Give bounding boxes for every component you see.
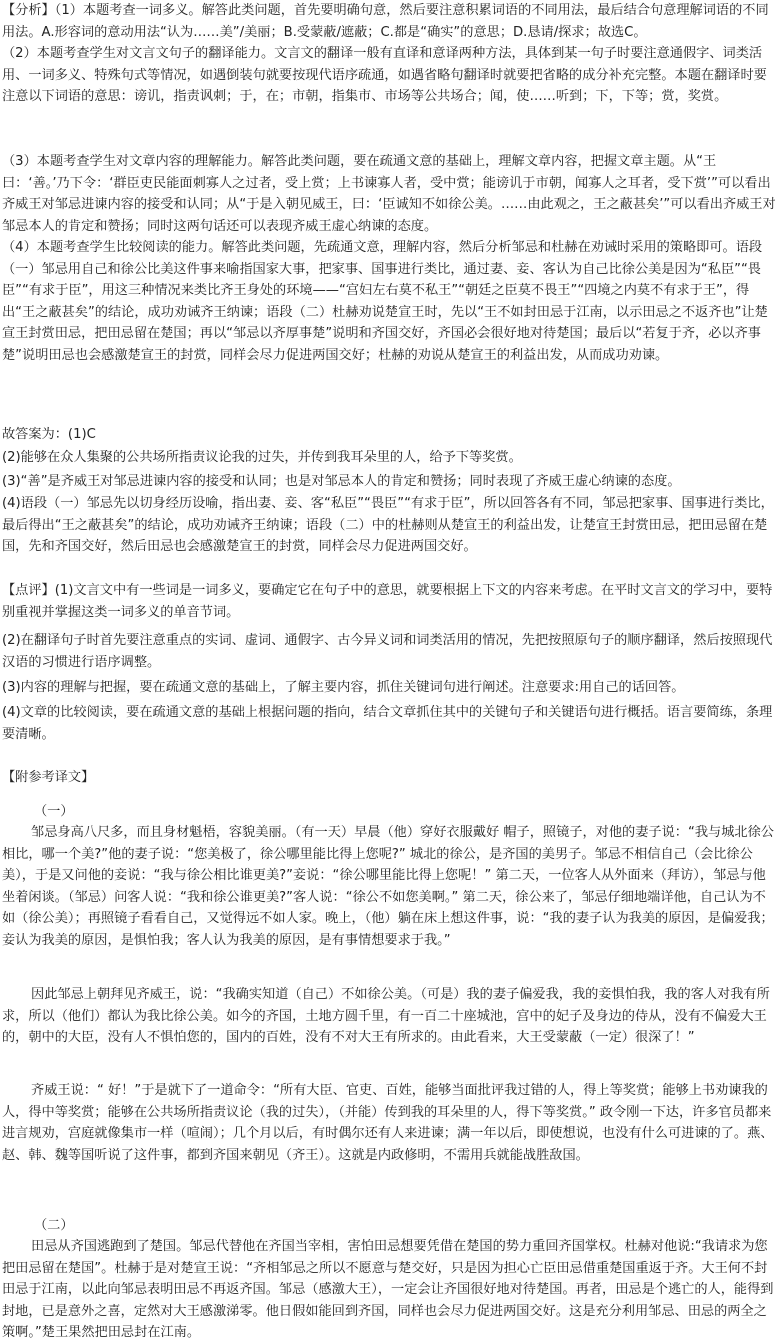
- analysis-part-1: 【分析】（1）本题考查一词多义。解答此类问题，首先要明确句意，然后要注意积累词语的不同用法，最后结合句意理解词语的不同用法。A.形容词的意动用法“认为……美”/美丽；B.受蒙蔽/遮蔽；C.都是“确实”的意思；D.恳请/探求；故选C。: [2, 3, 769, 40]
- analysis-part-4: （4）本题考查学生比较阅读的能力。解答此类问题，先疏通文意，理解内容，然后分析邹忌和杜赫在劝诫时采用的策略即可。语段（一）邹忌用自己和徐公比美这件事来喻指国家大事，把家事、国事进行类比，通过妻、妾、客认为自己比徐公美是因为“私臣”“畏臣”“有求于臣”，用这三种情况来类比齐王身处的环境——“宫妇左右莫不私王”“朝廷之臣莫不畏王”“四境之内莫不有求于王”，得出“王之蔽甚矣”的结论，成功劝诫齐王纳谏；语段（二）杜赫劝说楚宣王时，先以“王不如封田忌于江南，以示田忌之不返齐也”让楚宣王封赏田忌，把田忌留在楚国；再以“邹忌以齐厚事楚”说明和齐国交好，齐国必会很好地对待楚国；最后以“若复于齐，必以齐事楚”说明田忌也会感激楚宣王的封赏，同样会尽力促进两国交好；杜赫的劝说从楚宣王的利益出发，从而成功劝谏。: [2, 240, 768, 363]
- translation-paragraph-4: 田忌从齐国逃跑到了楚国。邹忌代替他在齐国当宰相，害怕田忌想要凭借在楚国的势力重回齐国掌权。杜赫对他说:“我请求为您把田忌留在楚国”。杜赫于是对楚宣王说：“齐相邹忌之所以不愿意与楚交好，只是因为担心亡臣田忌借重楚国重返于齐。大王何不封田忌于江南，以此向邹忌表明田忌不再返齐国。邹忌（感激大王），一定会让齐国很好地对待楚国。再者，田忌是个逃亡的人，能得到封地，已是意外之喜，定然对大王感激涕零。他日假如能回到齐国，同样也会尽力促进两国交好。这是充分利用邹忌、田忌的两全之策啊。”楚王果然把田忌封在江南。: [2, 1239, 774, 1340]
- analysis-part-2: （2）本题考查学生对文言文句子的翻译能力。文言文的翻译一般有直译和意译两种方法，具体到某一句子时要注意通假字、词类活用、一词多义、特殊句式等情况，如遇倒装句就要按现代语序疏通，如遇省略句翻译时就要把省略的成分补充完整。本题在翻译时要注意以下词语的意思：谤讥，指责讽刺；于，在；市朝，指集市、市场等公共场合；闻，使……听到；下，下等；赏，奖赏。: [2, 46, 767, 105]
- section-two-title: （二）: [34, 1218, 74, 1233]
- answer-2: (2)能够在众人集聚的公共场所指责议论我的过失，并传到我耳朵里的人，给予下等奖赏。: [2, 450, 522, 465]
- translation-paragraph-3: 齐威王说：“ 好！”于是就下了一道命令：“所有大臣、官吏、百姓，能够当面批评我过错的人，得上等奖赏；能够上书劝谏我的人，得中等奖赏；能够在公共场所指责议论（我的过失），（并能）传到我的耳朵里的人，得下等奖赏。” 政令刚一下达，许多官员都来进言规劝，宫庭就像集市一样（喧闹）；几个月以后，有时偶尔还有人来进谏；满一年以后，即使想说，也没有什么可进谏的了。燕、赵、韩、魏等国听说了这件事，都到齐国来朝见（齐王）。这就是内政修明，不需用兵就能战胜敌国。: [2, 1083, 774, 1163]
- comment-1: 【点评】(1)文言文中有一些词是一词多义，要确定它在句子中的意思，就要根据上下文的内容来考虑。在平时文言文的学习中，要特别重视并掌握这类一词多义的单音节词。: [2, 583, 773, 620]
- answer-1: 故答案为：(1)C: [2, 427, 96, 442]
- section-one-title: （一）: [34, 804, 74, 819]
- translation-paragraph-1: 邹忌身高八尺多，而且身材魁梧，容貌美丽。（有一天）早晨（他）穿好衣服戴好 帽子，照镜子，对他的妻子说：“我与城北徐公相比，哪一个美?”他的妻子说：“您美极了，徐公哪里能比得上您呢?” 城北的徐公，是齐国的美男子。邹忌不相信自己（会比徐公美），于是又问他的妾说：“我与徐公相比谁更美?”妾说：“徐公哪里能比得上您呢！” 第二天，一位客人从外面来（拜访），邹忌与他坐着闲谈。（邹忌）问客人说：“我和徐公谁更美?”客人说：“徐公不如您美啊。” 第二天，徐公来了，邹忌仔细地端详他，自己认为不如（徐公美）；再照镜子看看自己，又觉得远不如人家。晚上，（他）躺在床上想这件事，说：“我的妻子认为我美的原因，是偏爱我；妾认为我美的原因，是惧怕我；客人认为我美的原因，是有事情想要求于我。”: [2, 825, 774, 948]
- translation-paragraph-2: 因此邹忌上朝拜见齐威王，说：“我确实知道（自己）不如徐公美。（可是）我的妻子偏爱我，我的妾惧怕我，我的客人对我有所求，所以（他们）都认为我比徐公美。如今的齐国，土地方圆千里，有一百二十座城池，宫中的妃子及身边的侍从，没有不偏爱大王的，朝中的大臣，没有人不惧怕您的，国内的百姓，没有不对大王有所求的。由此看来，大王受蒙蔽（一定）很深了！”: [2, 987, 770, 1046]
- comment-3: (3)内容的理解与把握，要在疏通文意的基础上，了解主要内容，抓住关键词句进行阐述。注意要求:用自己的话回答。: [2, 680, 685, 695]
- answer-3: (3)“善”是齐威王对邹忌进谏内容的接受和认同；也是对邹忌本人的肯定和赞扬；同时表现了齐威王虚心纳谏的态度。: [2, 474, 681, 489]
- comment-4: (4)文章的比较阅读，要在疏通文意的基础上根据问题的指向，结合文章抓住其中的关键句子和关键语句进行概括。语言要简练，条理要清晰。: [2, 705, 773, 742]
- answer-4: (4)语段（一）邹忌先以切身经历设喻，指出妻、妾、客“私臣”“畏臣”“有求于臣”，所以回答各有不同，邹忌把家事、国事进行类比，最后得出“王之蔽甚矣”的结论，成功劝诫齐王纳谏；语段（二）中的杜赫则从楚宣王的利益出发，让楚宣王封赏田忌，把田忌留在楚国，先和齐国交好，然后田忌也会感激楚宣王的封赏，同样会尽力促进两国交好。: [2, 496, 774, 555]
- analysis-part-3: （3）本题考查学生对文章内容的理解能力。解答此类问题，要在疏通文意的基础上，理解文章内容，把握文章主题。从“王曰：‘善。’乃下令：‘群臣吏民能面刺寡人之过者，受上赏；上书谏寡人者，受中赏；能谤讥于市朝，闻寡人之耳者，受下赏’”可以看出齐威王对邹忌进谏内容的接受和认同；从“于是入朝见威王，曰：‘臣诚知不如徐公美。……由此观之，王之蔽甚矣’”可以看出齐威王对邹忌本人的肯定和赞扬；同时这两句话还可以表现齐威王虚心纳谏的态度。: [2, 154, 776, 234]
- translation-heading: 【附参考译文】: [2, 770, 95, 785]
- comment-2: (2)在翻译句子时首先要注意重点的实词、虚词、通假字、古今异义词和词类活用的情况，先把按照原句子的顺序翻译，然后按照现代汉语的习惯进行语序调整。: [2, 633, 773, 670]
